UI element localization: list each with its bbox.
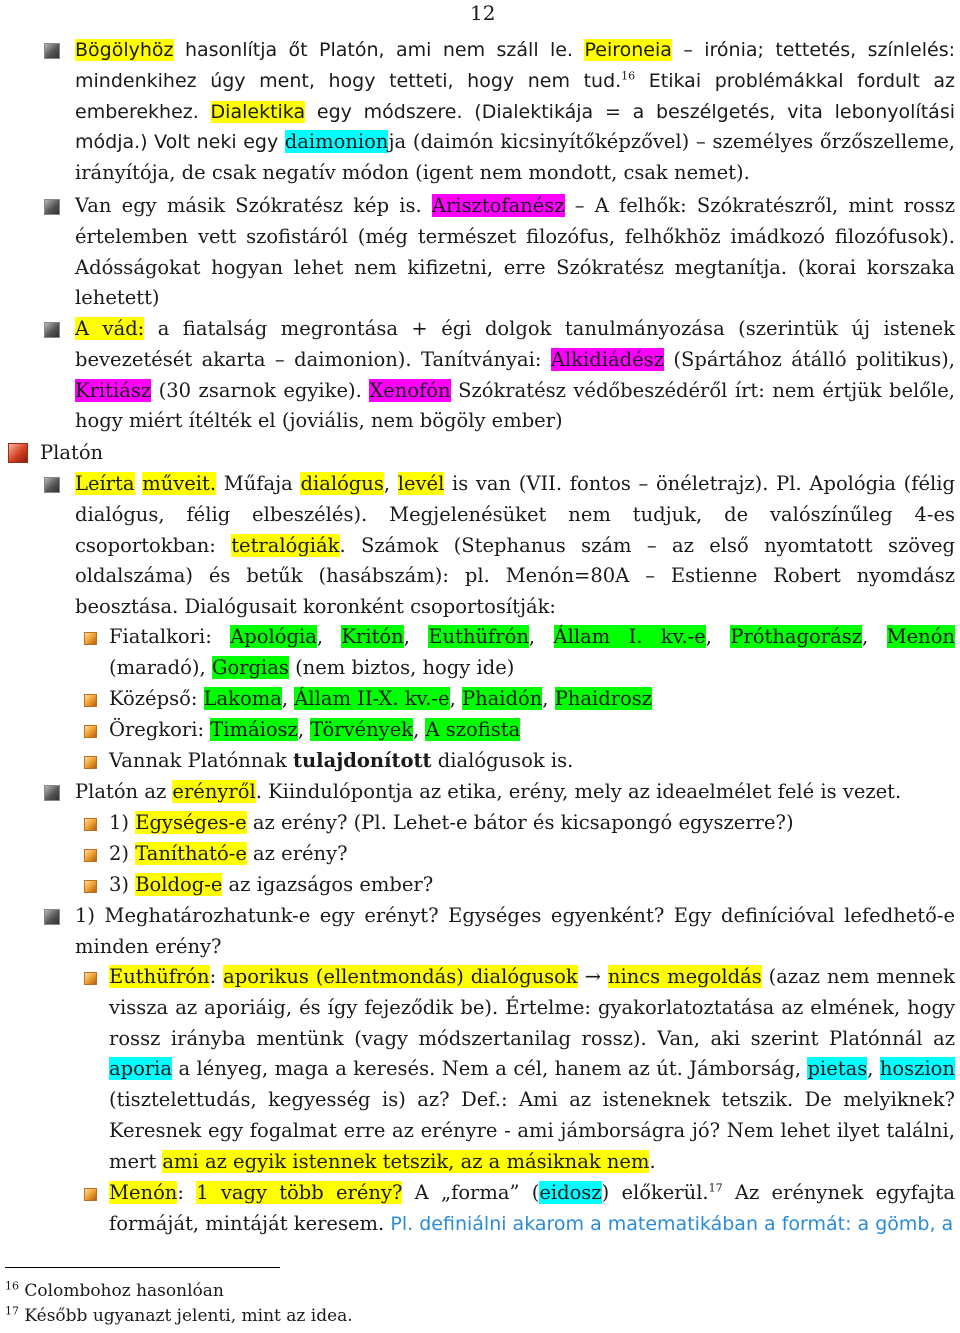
footnote-ref-16: 16 [621, 69, 636, 83]
question-boldog: 3) Boldog-e az igazságos ember? [109, 873, 434, 896]
paragraph-erenyrol: Platón az erényről. Kiindulópontja az etika, erény, mely az ideaelmélet felé is vezet. [75, 780, 902, 803]
list-item-kozepso: Középső: Lakoma, Állam II-X. kv.-e, Phaidón, Phaidrosz [109, 687, 653, 710]
blue-sans-text: Pl. definiálni akarom a matematikában a formát: a gömb, a [390, 1212, 954, 1235]
highlight-egyseges-e: Egységes-e [135, 811, 247, 834]
list-item-euthufron: Euthüfrón: aporikus (ellentmondás) dialógusok → nincs megoldás (azaz nem mennek vissza az aporiáig, és így fejeződik be). Értelme: gyakorlatoztatása az elmének, hogy rossz irányba mentünk (vagy módszertanilag rossz). Van, aki szerint Platónnál az aporia a lényeg, maga a keresés. Nem a cél, hanem az út. Jámborság, pietas, hoszion (tisztelettudás, kegyesség is) az? Def.: Ami az isteneknek tetszik. De melyiknek? Keresnek egy fogalmat erre az erényre - ami jámborságra jó? Nem lehet ilyet találni, mert ami az egyik istennek tetszik, az a másiknak nem. [109, 965, 955, 1173]
page-number: 12 [470, 1, 496, 25]
paragraph-meghatarozhatunk: 1) Meghatározhatunk-e egy erényt? Egységes egyenként? Egy definícióval lefedhető-e minden erény? [75, 904, 955, 958]
highlight-boldog-e: Boldog-e [135, 873, 223, 896]
highlight-bogolyhoz: Bögölyhöz [75, 39, 174, 61]
footnote-17: $^{17}$ Később ugyanazt jelenti, mint az idea. [5, 1304, 353, 1326]
bold-tulajdonitott: tulajdonított [293, 749, 432, 772]
footnote-ref-17: 17 [708, 1181, 723, 1195]
orange-square-bullet-icon [84, 725, 97, 738]
highlight-istennek-tetszik: ami az egyik istennek tetszik, az a másiknak nem [162, 1149, 650, 1173]
highlight-kritiasz: Kritiász [75, 378, 152, 402]
orange-square-bullet-icon [84, 694, 97, 707]
highlight-eidosz: eidosz [539, 1181, 602, 1204]
highlight-a-szofista: A szofista [425, 718, 521, 741]
highlight-menon-title: Menón [109, 1181, 178, 1204]
highlight-euthufron-title: Euthüfrón [109, 965, 210, 988]
highlight-kriton: Kritón [341, 625, 404, 648]
highlight-daimonion: daimonion [284, 130, 389, 154]
gray-square-bullet-icon [44, 477, 60, 493]
highlight-phaidon: Phaidón [461, 687, 543, 710]
highlight-gorgias: Gorgias [211, 655, 289, 679]
paragraph-vad: A vád: a fiatalság megrontása + égi dolgok tanulmányozása (szerintük új istenek bevezetését akarta – daimonion). Tanítványai: Alkidiádész (Spártához átálló politikus), Kritiász (30 zsarnok egyike). Xenofón Szókratész védőbeszédéről írt: nem értjük belőle, hogy miért ítélték el (joviális, nem bögöly ember) [75, 317, 956, 433]
highlight-apologia: Apológia [230, 625, 317, 648]
highlight-alkidiadesz: Alkidiádész [550, 347, 664, 371]
orange-square-bullet-icon [84, 849, 97, 862]
gray-square-bullet-icon [44, 322, 60, 338]
list-item-fiatalkori: Fiatalkori: Apológia, Kritón, Euthüfrón, Állam I. kv.-e, Próthagorász, Menón (maradó), Gorgias (nem biztos, hogy ide) [109, 625, 955, 679]
highlight-allam-i: Állam I. kv.-e [553, 625, 706, 648]
red-square-bullet-icon [8, 443, 28, 463]
highlight-aporia: aporia [109, 1057, 173, 1081]
orange-square-bullet-icon [84, 818, 97, 831]
orange-square-bullet-icon [84, 880, 97, 893]
highlight-phaidrosz: Phaidrosz [554, 687, 653, 710]
highlight-allam-ii-x: Állam II-X. kv.-e [294, 687, 450, 710]
highlight-timaiosz: Timáiosz [210, 718, 298, 741]
paragraph-arisztofanesz: Van egy másik Szókratész kép is. Arisztofanész – A felhők: Szókratészről, mint rossz értelemben vett szofistáról (még természet filozófus, felhőkhöz imádkozó filozófusok). Adósságokat hogyan lehet nem kifizetni, erre Szókratész megtanítja. (korai korszaka lehetett) [75, 194, 955, 310]
right-arrow-icon: → [584, 965, 601, 988]
highlight-peironeia: Peironeia [584, 39, 672, 61]
highlight-dialektika: Dialektika [210, 100, 306, 123]
gray-square-bullet-icon [44, 43, 60, 59]
highlight-leirta: Leírta [75, 472, 135, 495]
gray-square-bullet-icon [44, 909, 60, 925]
highlight-euthufron: Euthüfrón [428, 625, 529, 648]
highlight-pietas: pietas [807, 1057, 868, 1081]
highlight-prothagorasz: Próthagorász [730, 625, 863, 648]
question-tanithato: 2) Tanítható-e az erény? [109, 842, 348, 865]
footnote-separator [5, 1267, 280, 1268]
highlight-erenyrol: erényről [172, 780, 256, 803]
highlight-dialogus: dialógus [300, 472, 384, 495]
highlight-aporikus: aporikus (ellentmondás) dialógusok [223, 965, 578, 988]
question-egyseges: 1) Egységes-e az erény? (Pl. Lehet-e bátor és kicsapongó egyszerre?) [109, 811, 794, 834]
list-item-oregkori: Öregkori: Timáiosz, Törvények, A szofista [109, 718, 521, 741]
highlight-xenofon: Xenofón [369, 378, 451, 402]
highlight-arisztofanesz: Arisztofanész [431, 194, 565, 217]
footnote-16: $^{16}$ Colombohoz hasonlóan [5, 1279, 224, 1301]
paragraph-szokratesz-bogoly: Bögölyhöz hasonlítja őt Platón, ami nem száll le. Peironeia – irónia; tettetés, színlelés: mindenkihez úgy ment, hogy tetteti, hogy nem tud.$^{16}$ Etikai problémákkal fordult az emberekhez. Dialektika egy módszere. (Dialektikája = a beszélgetés, vita lebonyolítási módja.) Volt neki egy daimonionja (daimón kicsinyítőképzővel) – személyes őrzőszelleme, irányítója, de csak negatív módon (igent nem mondott, csak nemet). [75, 39, 955, 185]
highlight-tanithato-e: Tanítható-e [135, 842, 247, 865]
gray-square-bullet-icon [44, 785, 60, 801]
highlight-torvenyek: Törvények [310, 718, 414, 741]
highlight-menon: Menón [886, 625, 955, 648]
highlight-muveit: műveit. [142, 472, 217, 495]
highlight-a-vad: A vád: [75, 317, 145, 340]
orange-square-bullet-icon [84, 1188, 97, 1201]
list-item-menon: Menón: 1 vagy több erény? A „forma” (eidosz) előkerül.$^{17}$ Az erénynek egyfajta formáját, mintáját keresem. Pl. definiálni akarom a matematikában a formát: a gömb, a [109, 1181, 955, 1235]
highlight-tetralogiak: tetralógiák [231, 533, 340, 557]
highlight-hoszion: hoszion [879, 1057, 955, 1081]
list-item-tulajdonitott: Vannak Platónnak tulajdonított dialógusok is. [109, 749, 574, 772]
highlight-nincs-megoldas: nincs megoldás [607, 965, 762, 988]
paragraph-platon-muvei: Leírta műveit. Műfaja dialógus, levél is van (VII. fontos – önéletrajz). Pl. Apológia (félig dialógus, félig elbeszélés). Megjelenésüket nem tudjuk, de valószínűleg 4-es csoportokban: tetralógiák. Számok (Stephanus szám – az első nyomtatott szöveg oldalszáma) és betűk (hasábszám): pl. Menón=80A – Estienne Robert nyomdász beosztása. Dialógusait koronként csoportosítják: [75, 472, 955, 619]
gray-square-bullet-icon [44, 199, 60, 215]
highlight-lakoma: Lakoma [203, 687, 282, 710]
highlight-1-vagy-tobb: 1 vagy több erény? [196, 1181, 403, 1204]
section-heading-platon: Platón [40, 441, 104, 464]
orange-square-bullet-icon [84, 972, 97, 985]
orange-square-bullet-icon [84, 632, 97, 645]
highlight-level: levél [397, 472, 445, 495]
orange-square-bullet-icon [84, 756, 97, 769]
